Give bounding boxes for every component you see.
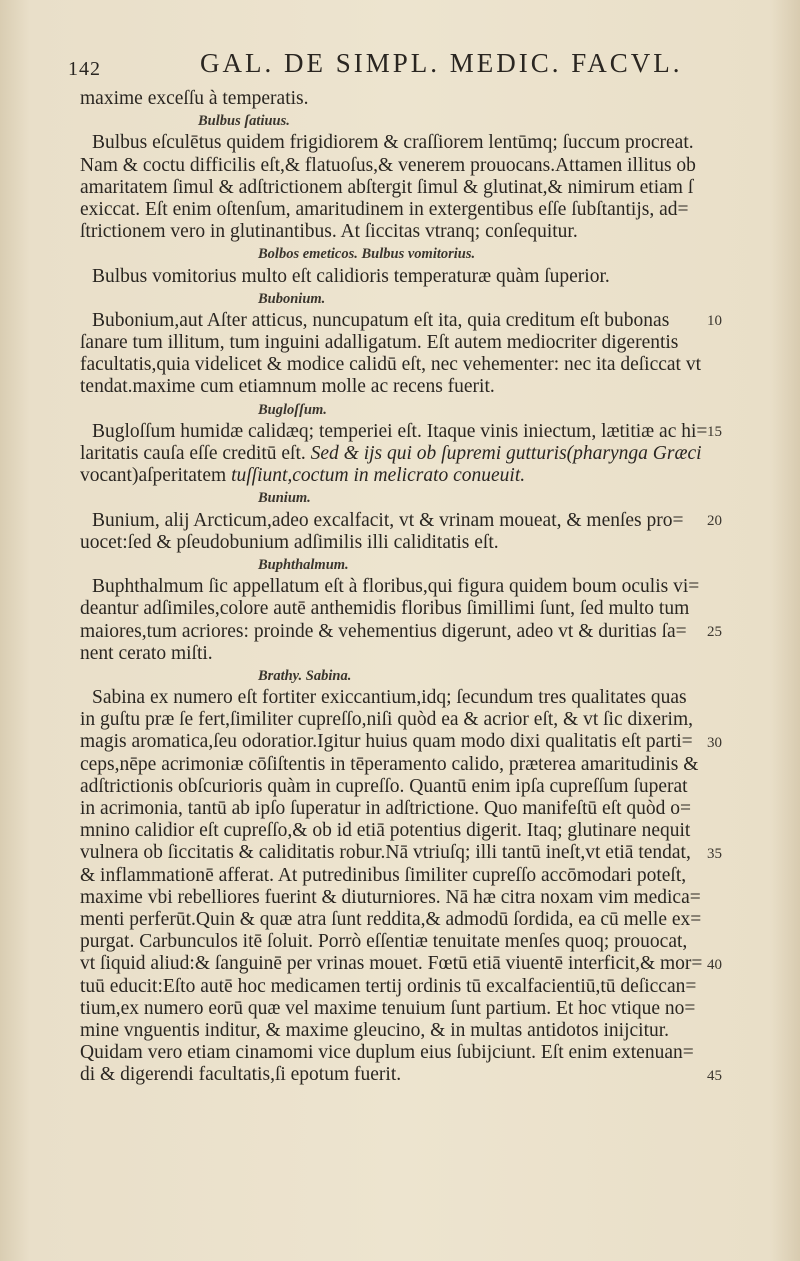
entry-heading: Bugloſſum. <box>258 401 327 418</box>
text-line: facultatis,quia videlicet & modice calidū eſt, nec vehementer: nec ita deſiccat vt <box>80 354 702 376</box>
text-line: Bulbus vomitorius multo eſt calidioris temperaturæ quàm ſuperior. <box>92 265 610 287</box>
margin-line-number: 15 <box>707 424 722 440</box>
text-line: tuū educit:Eſto autē hoc medicamen tertij ordinis tū excalfacientiū,tū deſiccan= <box>80 975 697 997</box>
margin-line-number: 40 <box>707 956 722 973</box>
text-line: uocet:ſed & pſeudobunium adſimilis illi caliditatis eſt. <box>80 531 499 553</box>
text-line: nent cerato miſti. <box>80 642 213 664</box>
text-line: maxime vbi rebelliores fuerint & diuturniores. Nā hæ citra noxam vim medica= <box>80 886 701 908</box>
italic-text: Sed & ijs qui ob ſupremi gutturis(pharynga Græci <box>310 443 702 464</box>
text-line <box>80 465 740 487</box>
text-line: Bugloſſum humidæ calidæq; temperiei eſt. Itaque vinis iniectum, lætitiæ ac hi= <box>92 420 708 442</box>
margin-line-number: 45 <box>707 1067 722 1084</box>
text-line: Buphthalmum ſic appellatum eſt à floribus,qui figura quidem boum oculis vi= <box>92 576 700 598</box>
text-line: & inflammationē afferat. At putredinibus ſimiliter cupreſſo accōmodari poteſt, <box>80 864 687 886</box>
text-line: deantur adſimiles,colore autē anthemidis floribus ſimillimi ſunt, ſed multo tum <box>80 598 690 620</box>
italic-text: tuſſiunt,coctum in melicrato conueuit. <box>231 465 526 487</box>
text-line: maiores,tum acriores: proinde & vehementius digerunt, adeo vt & duritias ſa= <box>80 620 687 642</box>
text-line: Bunium, alij Arcticum,adeo excalfacit, vt & vrinam moueat, & menſes pro= <box>92 509 684 531</box>
margin-line-number: 10 <box>707 313 722 329</box>
text-line: Quidam vero etiam cinamomi vice duplum eius ſubijciunt. Eſt enim extenuan= <box>80 1042 694 1064</box>
margin-line-number: 30 <box>707 734 722 751</box>
roman-text: laritatis cauſa eſſe creditū eſt. <box>80 443 311 464</box>
page-header <box>68 48 768 88</box>
text-line: ceps,nēpe acrimoniæ cōſiſtentis in tēperamento calido, prætereа amaritudinis & <box>80 753 699 775</box>
text-line: tendat.maxime cum etiamnum molle ac recens fuerit. <box>80 376 495 398</box>
text-line: di & digerendi facultatis,ſi epotum fuerit. <box>80 1064 402 1086</box>
text-line: Nam & coctu difficilis eſt,& flatuoſus,& venerem prouocans.Attamen illitus ob <box>80 154 696 176</box>
text-line: mnino calidior eſt cupreſſo,& ob id etiā potentius digerit. Itaq; glutinare nequit <box>80 820 691 842</box>
text-line: Sabina ex numero eſt fortiter exiccantium,idq; ſecundum tres qualitates quas <box>92 687 687 709</box>
entry-heading: Bulbus ſatiuus. <box>198 113 290 130</box>
text-line: tium,ex numero eorū quæ vel maxime tenuium ſunt partium. Et hoc vtique no= <box>80 997 696 1019</box>
text-line: Bubonium,aut Aſter atticus, nuncupatum eſt ita, quia creditum eſt bubonas <box>92 309 670 331</box>
text-line: in guſtu præ ſe fert,ſimiliter cupreſſo,niſi quòd ea & acrior eſt, & vt ſic dixerim, <box>80 709 694 731</box>
text-line: in acrimonia, tantū ab ipſo ſuperatur in adſtrictione. Quo manifeſtū eſt quòd o= <box>80 798 692 819</box>
margin-line-number: 25 <box>707 623 722 640</box>
text-line: exiccat. Eſt enim oſtenſum, amaritudinem in extergentibus eſſe ſubſtantijs, ad= <box>80 198 689 220</box>
text-line: ſtrictionem vero in glutinantibus. At ſiccitas vtranq; conſequitur. <box>80 221 578 243</box>
text-line: maxime exceſſu à temperatis. <box>80 88 309 109</box>
text-line: Bulbus eſculētus quidem frigidiorem & craſſiorem lentūmq; ſuccum procreat. <box>92 132 694 154</box>
page-number: 142 <box>68 58 101 80</box>
text-line: vt ſiquid aliud:& ſanguinē per vrinas mouet. Fœtū etiā viuentē interficit,& mor= <box>80 953 703 975</box>
text-line: mine vnguentis inditur, & maxime gleucino, & in multas antidotos inijcitur. <box>80 1019 670 1041</box>
text-line: purgat. Carbunculos itē ſoluit. Porrò eſſentiæ tenuitate menſes quoq; prouocat, <box>80 931 688 953</box>
margin-line-number: 20 <box>707 512 722 529</box>
text-line: ſanare tum illitum, tum inguini adalligatum. Eſt autem mediocriter digerentis <box>80 332 679 354</box>
text-line: amaritatem ſimul & adſtrictionem abſtergit ſimul & glutinat,& nimirum etiam ſ <box>80 176 694 198</box>
text-line: menti perferūt.Quin & quæ atra ſunt reddita,& admodū ſordida, ea cū melle ex= <box>80 908 702 930</box>
running-head: GAL. DE SIMPL. MEDIC. FACVL. <box>200 48 683 78</box>
roman-text: vocant)aſperitatem <box>80 465 232 487</box>
text-line: adſtrictionis obſcurioris quàm in cupreſſo. Quantū enim ipſa cupreſſum ſuperat <box>80 775 688 797</box>
entry-heading: Bubonium. <box>258 290 326 307</box>
entry-heading: Brathy. Sabina. <box>258 667 352 684</box>
page-body <box>80 88 740 1086</box>
text-line: vulnera ob ſiccitatis & caliditatis robur.Nā vtriuſq; illi tantū ineſt,vt etiā tendat, <box>80 842 691 864</box>
text-line: magis aromatica,ſeu odoratior.Igitur huius quam modo dixi qualitatis eſt parti= <box>80 731 693 753</box>
text-line <box>80 443 740 465</box>
entry-heading: Bunium. <box>258 490 311 507</box>
entry-heading: Bolbos emeticos. Bulbus vomitorius. <box>258 246 476 263</box>
margin-line-number: 35 <box>707 845 722 862</box>
entry-heading: Buphthalmum. <box>258 556 349 573</box>
